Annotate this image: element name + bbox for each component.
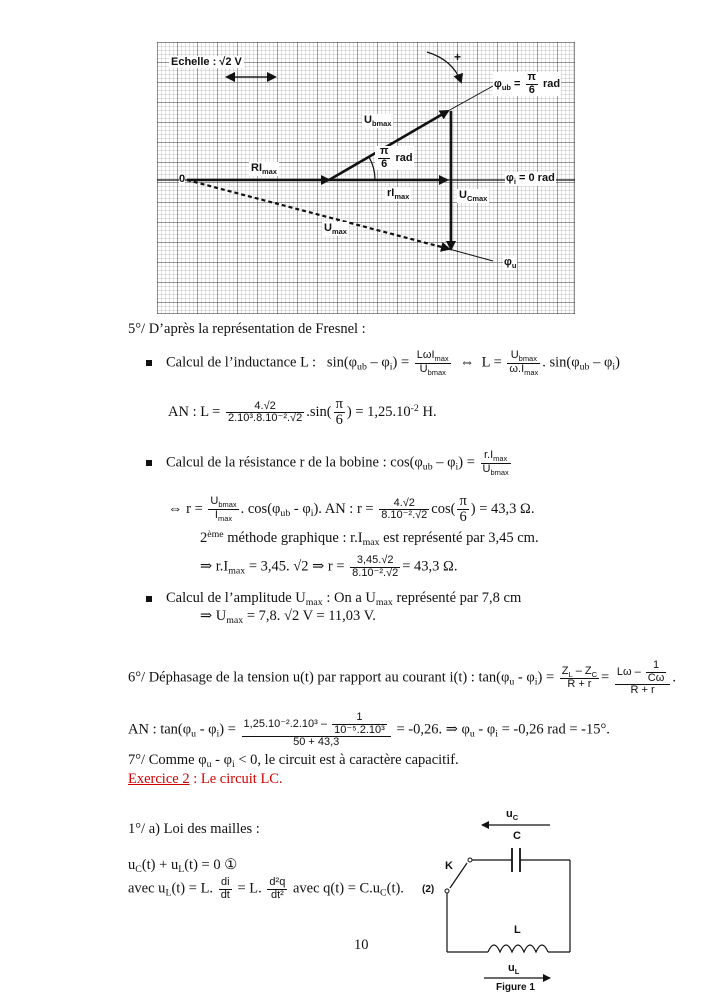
angle-label bbox=[375, 146, 414, 170]
origin-label bbox=[179, 173, 185, 185]
b1-lhs-sub: ub bbox=[357, 361, 367, 373]
q5-heading bbox=[128, 322, 366, 337]
b1-frac-num-sub: max bbox=[434, 354, 449, 363]
q6-dot: . bbox=[672, 669, 676, 686]
q7-text-c: < 0, le circuit est à caractère capacitif. bbox=[234, 752, 459, 768]
b1-iff: ⇔ bbox=[459, 354, 475, 371]
bullet-icon bbox=[146, 460, 152, 466]
exercise-2-title bbox=[128, 772, 283, 787]
pos2-label bbox=[422, 884, 434, 895]
r-cos-sub: ub bbox=[280, 508, 291, 520]
b1-frac2-den: ω.I bbox=[509, 362, 525, 375]
m2-num: 3,45.√2 bbox=[350, 555, 400, 568]
q1-heading-text: 1°/ a) Loi des mailles : bbox=[128, 821, 260, 837]
an1-prefix: AN : L = bbox=[168, 404, 221, 421]
q6-frac1 bbox=[560, 666, 599, 691]
q6-f2-num-a: Lω – bbox=[616, 665, 641, 678]
q6-an-num-a: 1,25.10⁻².2.10³ – bbox=[243, 717, 328, 730]
ucmax-sub: Cmax bbox=[466, 194, 488, 203]
q1-eq2-f2-den: dt² bbox=[270, 888, 284, 901]
an1-sin: .sin( bbox=[306, 404, 332, 421]
k-label bbox=[445, 860, 453, 872]
uc-label bbox=[506, 808, 518, 822]
q6-f2-inner-den: Cω bbox=[647, 671, 665, 684]
r-an: ). AN : r = bbox=[313, 501, 374, 518]
figure-caption-text: Figure 1 bbox=[496, 982, 535, 993]
angle-rad: rad bbox=[395, 151, 413, 164]
q5-an-inductance bbox=[168, 397, 437, 428]
m2-sub: max bbox=[362, 537, 380, 548]
r-an-result: ) = 43,3 Ω. bbox=[470, 501, 535, 518]
m2-text-b: méthode graphique : r.I bbox=[223, 530, 363, 546]
r-an-pi: π bbox=[459, 493, 467, 509]
an1-exp: -2 bbox=[410, 403, 419, 415]
r-an-six: 6 bbox=[459, 509, 467, 526]
b2-den: U bbox=[482, 462, 491, 475]
r-den: I bbox=[214, 509, 218, 522]
q7-text-b: - φ bbox=[211, 752, 232, 768]
q5-heading-text: 5°/ D’après la représentation de Fresnel : bbox=[128, 321, 366, 337]
b1-intro: Calcul de l’inductance L : bbox=[166, 354, 317, 371]
circuit-figure bbox=[420, 808, 590, 998]
q6-an bbox=[128, 712, 610, 749]
m2-frac bbox=[350, 555, 400, 579]
b3-sub2: max bbox=[375, 597, 393, 608]
q6-h-sub2: i bbox=[534, 676, 538, 688]
q5-method2 bbox=[200, 530, 539, 548]
b3-sub: max bbox=[305, 597, 323, 608]
an1-unit: H. bbox=[418, 404, 437, 421]
m2-text-c: est représenté par 3,45 cm. bbox=[379, 530, 539, 546]
q6-an-den: 50 + 43,3 bbox=[293, 736, 340, 749]
b1-frac2 bbox=[507, 350, 540, 377]
c-text: C bbox=[513, 830, 521, 842]
phi-u-symbol: φ bbox=[504, 256, 512, 268]
b1-tail-sub: ub bbox=[579, 361, 590, 373]
q5-method2-calc bbox=[200, 555, 457, 579]
m2-line-b: = 3,45. √2 ⇒ r = bbox=[245, 558, 345, 575]
phi-u-label bbox=[503, 256, 517, 270]
ul-label bbox=[508, 962, 519, 976]
rimax-sub: max bbox=[262, 167, 277, 176]
phi-ub-label: $\varphi_{ub}$ = $\frac{\pi}{6}$ rad bbox=[494, 71, 561, 96]
phi-ub-sub: ub bbox=[501, 82, 511, 92]
r-an-cos: cos( bbox=[431, 501, 456, 518]
exercise-2-title-rest: : Le circuit LC. bbox=[189, 771, 283, 787]
b1-frac bbox=[415, 350, 451, 377]
plus-label bbox=[454, 50, 461, 64]
q6-h-mid: - φ bbox=[514, 669, 535, 686]
q6-an-frac bbox=[242, 712, 391, 749]
r-num-sub: bmax bbox=[218, 500, 237, 510]
q1-eq2-f2-num: d²q bbox=[269, 876, 286, 888]
an1-num: 4.√2 bbox=[226, 401, 304, 414]
b3-line-a: ⇒ U bbox=[200, 608, 227, 624]
q1-eq1-c: (t) = 0 ① bbox=[184, 857, 238, 873]
q6-an-res-sub2: i bbox=[495, 728, 498, 740]
q5-amplitude-result bbox=[200, 609, 376, 626]
q6-an-sub: u bbox=[191, 728, 197, 740]
q1-eq2-sub3: C bbox=[380, 887, 387, 899]
rimax-text: RI bbox=[251, 162, 262, 174]
b3-text-a: Calcul de l’amplitude U bbox=[166, 590, 306, 606]
fresnel-diagram bbox=[157, 42, 575, 314]
q5-bullet-amplitude bbox=[146, 591, 521, 608]
r-imax-text: rI bbox=[387, 187, 395, 199]
q6-an-res-sub: u bbox=[469, 728, 475, 740]
q1-eq1-sub2: L bbox=[178, 864, 185, 875]
q5-bullet-resistance bbox=[146, 450, 513, 477]
r-an-den: 8.10⁻².√2 bbox=[381, 509, 428, 522]
q6-h-end: ) = bbox=[537, 669, 555, 686]
q6-f2-inner-num: 1 bbox=[646, 660, 667, 673]
q1-eq2-b: (t) = L. bbox=[171, 880, 214, 897]
r-cos2: - φ bbox=[290, 501, 311, 518]
q6-an-result-a: = -0,26. ⇒ φ bbox=[396, 721, 470, 738]
r-cos2-sub: i bbox=[310, 508, 314, 520]
b3-text-c: représenté par 7,8 cm bbox=[392, 590, 522, 606]
b2-num: r.I bbox=[483, 449, 494, 461]
bullet-icon bbox=[146, 360, 152, 366]
bullet-icon bbox=[146, 596, 152, 602]
m2-result: = 43,3 Ω. bbox=[402, 558, 458, 575]
q1-eq2-f1-num: di bbox=[219, 877, 232, 890]
q6-heading bbox=[128, 660, 676, 697]
uc-sub: C bbox=[512, 813, 519, 822]
ucmax-label bbox=[457, 189, 489, 203]
q1-eq2-c: = L. bbox=[237, 880, 262, 897]
uc-text: u bbox=[506, 808, 513, 820]
q7-line bbox=[128, 753, 459, 770]
r-an-pi-frac bbox=[457, 494, 468, 525]
scale-label bbox=[169, 56, 244, 68]
m2-text-a: 2 bbox=[200, 530, 208, 546]
q1-eq2-e: (t). bbox=[386, 880, 404, 897]
q6-an-result-b: - φ bbox=[474, 721, 496, 738]
q1-eq2-frac1 bbox=[219, 877, 232, 901]
an1-result: ) = 1,25.10 bbox=[346, 404, 411, 421]
phi-i-label bbox=[505, 172, 556, 186]
umax-text: U bbox=[324, 222, 332, 234]
b2-den-sub: bmax bbox=[490, 467, 509, 477]
q7-sub: u bbox=[206, 759, 212, 770]
figure-caption bbox=[496, 982, 535, 993]
b2-text: Calcul de la résistance r de la bobine : cos(φ bbox=[166, 454, 423, 471]
an1-pi: π bbox=[335, 396, 343, 412]
r-num: U bbox=[210, 495, 219, 508]
m2-line-a: ⇒ r.I bbox=[200, 558, 229, 575]
l-label bbox=[514, 924, 521, 936]
r-imax-label bbox=[385, 187, 411, 201]
b3-line-sub: max bbox=[226, 615, 244, 626]
b1-frac-den: U bbox=[419, 362, 428, 375]
r-cos: . cos(φ bbox=[240, 501, 281, 518]
q6-an-end: ) = bbox=[219, 721, 236, 738]
b1-frac-den-sub: bmax bbox=[427, 367, 446, 377]
umax-sub: max bbox=[331, 227, 347, 236]
b3-text-b: : On a U bbox=[322, 590, 376, 606]
umax-label bbox=[322, 222, 349, 236]
q1-eq1 bbox=[128, 858, 237, 875]
b2-sub2: i bbox=[455, 461, 459, 473]
m2-den: 8.10⁻².√2 bbox=[352, 566, 399, 579]
b1-lhs-end: ) = bbox=[392, 354, 410, 371]
b1-L: L = bbox=[481, 354, 502, 371]
phi-ub-frac-den: 6 bbox=[528, 83, 535, 96]
q6-f2-den: R + r bbox=[630, 684, 655, 697]
q6-an-inner-den: 10⁻⁵.2.10³ bbox=[334, 723, 385, 736]
b2-num-sub: max bbox=[493, 454, 508, 463]
b1-frac-num: LωI bbox=[416, 349, 435, 361]
ucmax-text: U bbox=[459, 189, 467, 201]
scale-label-text: Echelle : √2 V bbox=[171, 56, 242, 68]
q1-eq2-a: avec u bbox=[128, 880, 166, 897]
b3-line-b: = 7,8. √2 V = 11,03 V. bbox=[243, 608, 376, 624]
r-an-frac bbox=[379, 498, 429, 522]
q1-heading bbox=[128, 822, 260, 837]
phi-ub-symbol: φ bbox=[494, 77, 502, 90]
m2-sup: ème bbox=[207, 529, 224, 540]
q1-eq2-f1-den: dt bbox=[220, 888, 230, 901]
q6-h-sub: u bbox=[509, 676, 515, 688]
angle-frac bbox=[378, 146, 390, 170]
phi-ub-frac-num: π bbox=[527, 71, 536, 83]
q1-eq2 bbox=[128, 877, 404, 901]
b1-tail2-sub: i bbox=[612, 361, 616, 373]
q6-an-inner bbox=[332, 712, 387, 736]
an1-frac bbox=[226, 401, 304, 425]
an1-six: 6 bbox=[335, 412, 343, 429]
plus-text: + bbox=[454, 50, 462, 64]
an1-pi-frac bbox=[334, 397, 345, 428]
l-text: L bbox=[514, 924, 521, 936]
q6-an-sub2: i bbox=[216, 728, 220, 740]
b1-lhs: sin(φ bbox=[326, 354, 358, 371]
q1-eq1-sub: C bbox=[135, 864, 142, 875]
q6-frac2 bbox=[615, 660, 671, 697]
phi-u-sub: u bbox=[511, 261, 517, 270]
q6-f1-num2: – Z bbox=[572, 664, 592, 677]
ul-text: u bbox=[508, 962, 515, 974]
b1-tail2: – φ bbox=[589, 354, 613, 371]
q5-bullet-inductance bbox=[146, 350, 620, 377]
q1-eq1-a: u bbox=[128, 857, 136, 873]
q1-eq2-d: avec q(t) = C.u bbox=[289, 880, 381, 897]
origin-text: 0 bbox=[179, 173, 186, 185]
phi-ub-frac bbox=[526, 72, 538, 96]
q7-text-a: 7°/ Comme φ bbox=[128, 752, 207, 768]
q6-an-inner-num: 1 bbox=[332, 712, 387, 725]
q1-eq1-b: (t) + u bbox=[141, 857, 179, 873]
b2-end: ) = bbox=[458, 454, 475, 471]
q7-sub2: i bbox=[232, 759, 235, 770]
q1-eq2-frac2 bbox=[267, 877, 287, 901]
q6-f1-num-sub: L bbox=[568, 669, 573, 679]
exercise-2-link[interactable]: Exercice 2 bbox=[128, 771, 190, 787]
q1-eq2-sub: L bbox=[165, 887, 172, 899]
q6-an-mid: - φ bbox=[196, 721, 217, 738]
rimax-label bbox=[249, 162, 279, 176]
r-prefix: ⇔ r = bbox=[168, 501, 203, 518]
q5-r-calc bbox=[168, 494, 534, 525]
b1-frac2-den-sub: max bbox=[524, 367, 539, 377]
k-text: K bbox=[445, 860, 453, 872]
ubmax-label bbox=[362, 114, 393, 128]
page-number bbox=[354, 938, 369, 953]
m2-line-sub: max bbox=[228, 565, 246, 577]
r-frac bbox=[208, 496, 238, 523]
phi-i-symbol: φ bbox=[506, 172, 514, 184]
r-imax-sub: max bbox=[394, 192, 410, 201]
q6-an-result-c: = -0,26 rad = -15°. bbox=[497, 721, 610, 738]
b1-tail: . sin(φ bbox=[542, 354, 580, 371]
pos2-text: (2) bbox=[422, 884, 435, 895]
phi-i-eq: = 0 rad bbox=[519, 172, 555, 184]
r-den-sub: max bbox=[217, 514, 233, 524]
circuit-svg bbox=[420, 808, 590, 998]
c-label bbox=[513, 830, 521, 842]
q6-f1-num: Z bbox=[561, 664, 569, 677]
q6-eq: = bbox=[601, 669, 610, 686]
b2-mid: – φ bbox=[432, 454, 456, 471]
r-an-num: 4.√2 bbox=[379, 498, 429, 511]
phi-i-sub: i bbox=[513, 177, 516, 186]
phi-ub-rad: rad bbox=[543, 77, 561, 90]
q6-an-prefix: AN : tan(φ bbox=[128, 721, 192, 738]
b1-frac2-num: U bbox=[510, 349, 519, 361]
ubmax-text: U bbox=[364, 114, 372, 126]
ubmax-sub: bmax bbox=[371, 119, 392, 128]
an1-den: 2.10³.8.10⁻².√2 bbox=[227, 412, 303, 425]
q6-f1-num-sub2: C bbox=[591, 669, 598, 679]
b1-tail-end: ) bbox=[615, 354, 620, 371]
b1-lhs-tail: – φ bbox=[366, 354, 390, 371]
q6-f1-den: R + r bbox=[567, 678, 592, 691]
page-number-text: 10 bbox=[354, 937, 369, 953]
q6-heading-text: 6°/ Déphasage de la tension u(t) par rapport au courant i(t) : tan(φ bbox=[128, 669, 510, 686]
b1-frac2-num-sub: bmax bbox=[518, 354, 537, 363]
b2-sub: ub bbox=[422, 461, 433, 473]
q6-f2-inner bbox=[646, 660, 667, 684]
angle-frac-num: π bbox=[380, 145, 389, 157]
b1-lhs-sub2: i bbox=[389, 361, 393, 373]
ul-sub: L bbox=[514, 967, 520, 976]
b2-frac bbox=[481, 450, 511, 477]
angle-frac-den: 6 bbox=[381, 157, 388, 170]
